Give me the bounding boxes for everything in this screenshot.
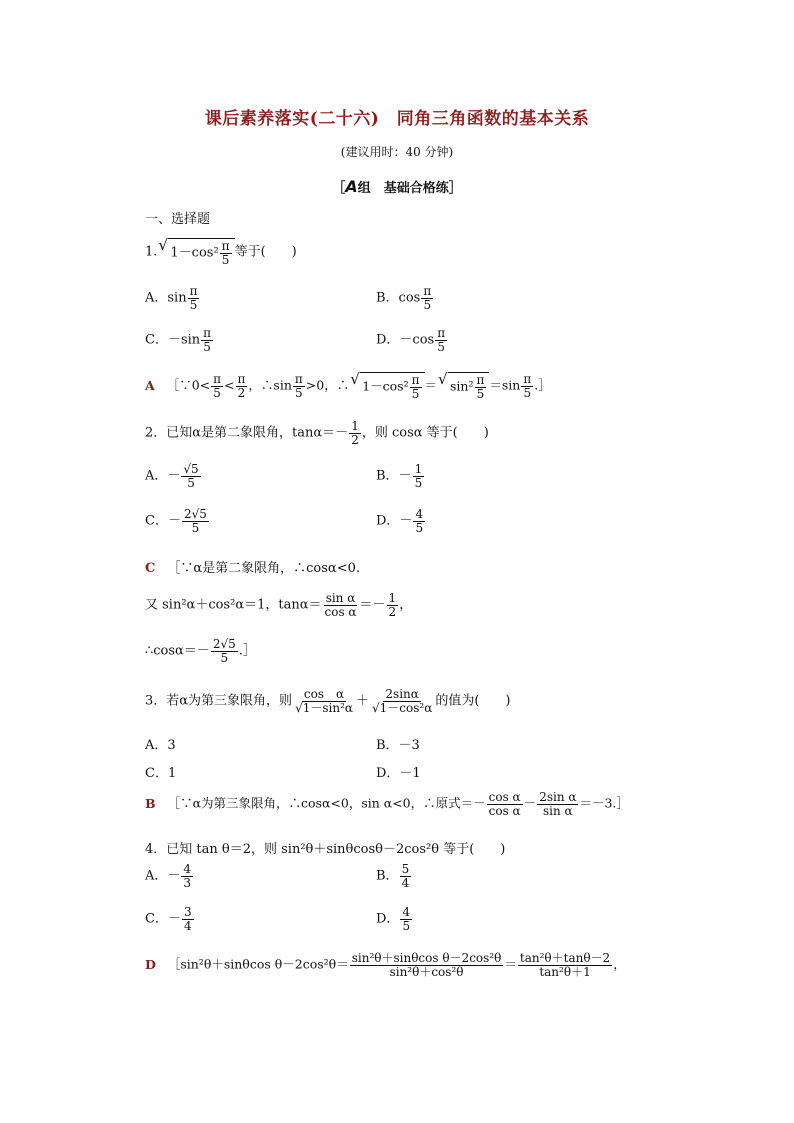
group-badge: A xyxy=(345,177,358,196)
bracket-close: ］ xyxy=(448,181,462,196)
q4-option-c: C．－ $\frac{3}{4}$ xyxy=(145,905,192,933)
q2-option-c: C．－ $\frac{2√5}{5}$ xyxy=(145,507,207,535)
bracket-open: ［ xyxy=(332,181,346,196)
q3-option-c: C．1 xyxy=(145,766,177,781)
question-2: 2．已知α是第二象限角，tanα＝－ $\frac{1}{2}$ ，则 cosα 等于( ) xyxy=(145,419,489,447)
q1-tail: 等于( ) xyxy=(234,244,297,260)
q1-answer: A xyxy=(145,377,155,393)
question-3: 3．若α为第三象限角，则 $\frac{\text{cos α}}{\text{√1－sin²α}}$ ＋ $\frac{2\sin\alpha}{\text{√1－cos²α}}$ 的值为( ) xyxy=(145,687,511,715)
q3-answer: B xyxy=(145,795,156,811)
q3-option-a: A．3 xyxy=(145,738,176,753)
q4-option-b: B． $\frac{5}{4}$ xyxy=(376,862,410,890)
group-heading xyxy=(0,177,794,196)
q3-option-d: D．－1 xyxy=(376,766,421,781)
q1-option-a: A．sin $\frac{\pi}{5}$ xyxy=(145,284,198,312)
q2-solution-line-2: 又 sin²α＋cos²α＝1，tanα＝ $\frac{\text{sin α}}{\text{cos α}}$ ＝－ $\frac{1}{2}$ ， xyxy=(145,591,413,619)
q1-number: 1. xyxy=(145,244,158,260)
q1-option-b: B．cos $\frac{\pi}{5}$ xyxy=(376,284,432,312)
q1-option-c: C．－sin $\frac{\pi}{5}$ xyxy=(145,326,212,354)
q2-solution-line-1: C ［∵α是第二象限角，∴cosα<0. xyxy=(145,561,360,576)
q2-option-b: B．－ $\frac{1}{5}$ xyxy=(376,462,423,490)
q2-answer: C xyxy=(145,561,156,576)
q4-option-a: A．－ $\frac{4}{3}$ xyxy=(145,862,192,890)
section-heading: 一、选择题 xyxy=(145,212,211,227)
q1-solution: A ［∵0< $\frac{\pi}{5}$ < $\frac{\pi}{2}$ ，∴sin $\frac{\pi}{5}$ >0，∴√ 1－cos² $\frac{\pi}{5}$ ＝√ sin² $\frac{\pi}{5}$ ＝sin $\frac{\pi}{5}$ .］ xyxy=(145,372,551,400)
question-4: 4．已知 tan θ＝2，则 sin²θ＋sinθcosθ－2cos²θ 等于( ) xyxy=(145,842,506,857)
group-label: 组 基础合格练 xyxy=(357,181,449,196)
page-title: 课后素养落实(二十六) 同角三角函数的基本关系 xyxy=(204,109,590,129)
q3-solution: B ［∵α为第三象限角，∴cosα<0，sin α<0，∴原式＝－ $\frac{\text{cos α}}{\text{cos α}}$ － $\frac{\text{2sin α}}{\text{sin α}}$ ＝－3.］ xyxy=(145,790,629,818)
q4-option-d: D． $\frac{4}{5}$ xyxy=(376,905,411,933)
q2-solution-line-3: ∴cosα＝－ $\frac{2√5}{5}$ .］ xyxy=(145,637,256,665)
q1-option-d: D．－cos $\frac{\pi}{5}$ xyxy=(376,326,446,354)
q3-option-b: B．－3 xyxy=(376,738,420,753)
q1-radical: √ 1－cos² $\frac{\pi}{5}$ xyxy=(167,238,234,266)
q4-answer: D xyxy=(145,956,156,972)
suggested-time: (建议用时：40 分钟) xyxy=(340,145,454,159)
q2-option-a: A．－ $\frac{√5}{5}$ xyxy=(145,462,199,490)
q2-option-d: D．－ $\frac{4}{5}$ xyxy=(376,507,424,535)
q4-solution: D ［sin²θ＋sinθcos θ－2cos²θ＝ $\frac{\text{sin²θ＋sinθcos θ－2cos²θ}}{\text{sin²θ＋cos²θ}}$ ＝ $\frac{\text{tan²θ＋tanθ－2}}{\text{tan²θ＋1}}$ ， xyxy=(145,951,626,979)
question-1 xyxy=(145,238,297,266)
